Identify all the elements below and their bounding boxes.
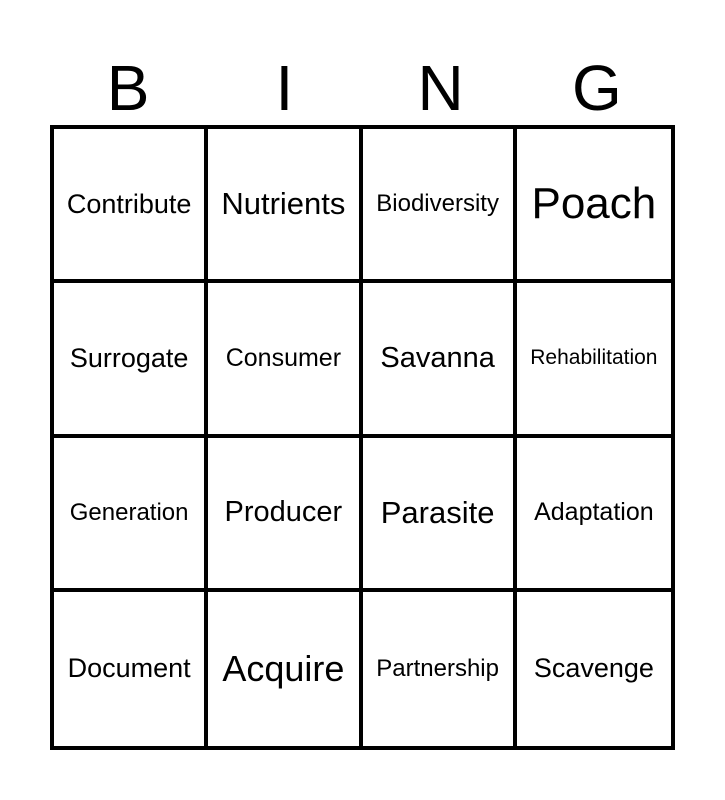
bingo-cell: Poach	[517, 129, 671, 283]
bingo-cell: Generation	[54, 438, 208, 592]
bingo-cell: Parasite	[363, 438, 517, 592]
bingo-cell: Rehabilitation	[517, 283, 671, 437]
bingo-cell: Producer	[208, 438, 362, 592]
bingo-card-grid	[50, 125, 675, 750]
bingo-cell: Scavenge	[533, 653, 654, 684]
bingo-header	[50, 52, 675, 124]
bingo-cell: Contribute	[54, 129, 208, 283]
header-letter-g: G	[571, 52, 622, 124]
bingo-cell: Surrogate	[54, 283, 208, 437]
bingo-cell: Biodiversity	[363, 129, 517, 283]
bingo-cell: Document	[54, 592, 208, 746]
bingo-cell: Nutrients	[208, 129, 362, 283]
header-letter-b: B	[106, 52, 150, 124]
bingo-cell: Acquire	[208, 592, 362, 746]
bingo-cell: Partnership	[363, 592, 517, 746]
bingo-cell: Consumer	[208, 283, 362, 437]
header-letter-n: N	[417, 52, 464, 124]
header-letter-i: I	[275, 52, 294, 124]
bingo-cell: Adaptation	[517, 438, 671, 592]
bingo-cell: Savanna	[363, 283, 517, 437]
